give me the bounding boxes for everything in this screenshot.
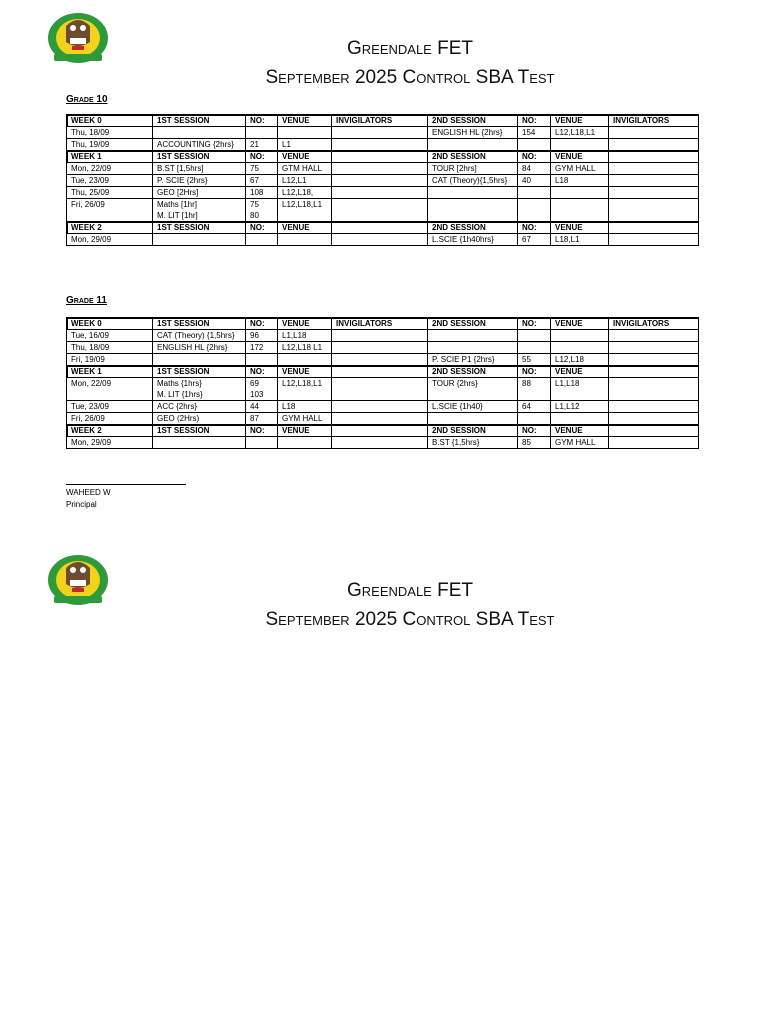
table-cell xyxy=(332,342,428,354)
table-cell: 172 xyxy=(246,342,278,354)
header-cell: VENUE xyxy=(278,222,332,234)
header-cell: INVIGILATORS xyxy=(332,318,428,330)
table-cell: P. SCIE P1 {2hrs} xyxy=(428,354,518,366)
table-header-row xyxy=(67,318,699,330)
table-cell: B.ST [1,5hrs] xyxy=(153,163,246,175)
header-cell: NO: xyxy=(518,222,551,234)
header-cell: 1ST SESSION xyxy=(153,151,246,163)
table-cell: L12,L1 xyxy=(278,175,332,187)
table-cell xyxy=(609,401,699,413)
table-cell: L18 xyxy=(551,175,609,187)
header-cell: NO: xyxy=(246,425,278,437)
table-cell: TOUR [2hrs] xyxy=(428,163,518,175)
table-cell-line: Maths {1hrs} xyxy=(157,379,202,388)
table-cell xyxy=(518,330,551,342)
table-cell: P. SCIE {2hrs} xyxy=(153,175,246,187)
table-cell: GEO (2Hrs) xyxy=(153,413,246,425)
signature-line xyxy=(66,484,186,485)
table-cell xyxy=(153,437,246,449)
table-cell xyxy=(609,342,699,354)
table-row xyxy=(67,234,699,246)
week-header-row xyxy=(67,151,699,163)
table-cell: 64 xyxy=(518,401,551,413)
table-row xyxy=(67,187,699,199)
table-cell xyxy=(609,234,699,246)
table-row xyxy=(67,127,699,139)
table-row xyxy=(67,401,699,413)
table-cell-line: M. LIT [1hr] xyxy=(157,211,198,220)
table-cell: L1 xyxy=(278,139,332,151)
table-cell xyxy=(609,378,699,401)
table-cell: L12,L18, xyxy=(278,187,332,199)
week-label: WEEK 2 xyxy=(67,222,153,234)
table-cell: Fri, 19/09 xyxy=(67,354,153,366)
table-cell xyxy=(551,139,609,151)
table-cell: L12,L18,L1 xyxy=(278,378,332,401)
table-cell xyxy=(428,187,518,199)
header-cell: NO: xyxy=(246,151,278,163)
table-cell: ACCOUNTING {2hrs} xyxy=(153,139,246,151)
table-cell xyxy=(332,139,428,151)
table-cell: Fri, 26/09 xyxy=(67,199,153,222)
table-cell: 87 xyxy=(246,413,278,425)
table-cell xyxy=(518,139,551,151)
header-cell xyxy=(332,222,428,234)
table-cell: L18 xyxy=(278,401,332,413)
table-cell xyxy=(278,437,332,449)
table-cell xyxy=(153,234,246,246)
table-cell: Mon, 22/09 xyxy=(67,163,153,175)
table-cell xyxy=(518,342,551,354)
table-cell: 88 xyxy=(518,378,551,401)
table-cell: GEO [2Hrs] xyxy=(153,187,246,199)
table-cell xyxy=(153,127,246,139)
table-cell xyxy=(609,354,699,366)
table-cell: 85 xyxy=(518,437,551,449)
table-cell xyxy=(332,437,428,449)
header-cell: NO: xyxy=(518,366,551,378)
header-cell: 1ST SESSION xyxy=(153,318,246,330)
week-label: WEEK 1 xyxy=(67,366,153,378)
week-header-row xyxy=(67,425,699,437)
table-cell-line: 80 xyxy=(250,211,259,220)
table-cell xyxy=(153,199,246,222)
table-cell: 96 xyxy=(246,330,278,342)
table-cell: 67 xyxy=(518,234,551,246)
table-cell: Fri, 26/09 xyxy=(67,413,153,425)
table-cell xyxy=(551,330,609,342)
grade11-table xyxy=(66,317,699,449)
table-cell xyxy=(332,175,428,187)
table-cell xyxy=(278,234,332,246)
table-cell xyxy=(609,163,699,175)
table-cell xyxy=(551,342,609,354)
header-cell: VENUE xyxy=(278,366,332,378)
header-cell: NO: xyxy=(246,318,278,330)
table-cell: 55 xyxy=(518,354,551,366)
table-cell xyxy=(153,378,246,401)
table-cell: 75 xyxy=(246,163,278,175)
table-cell: 67 xyxy=(246,175,278,187)
test-title: September 2025 Control SBA Test xyxy=(265,67,555,88)
principal-role: Principal xyxy=(66,500,97,509)
table-cell xyxy=(332,378,428,401)
table-cell: L12,L18 xyxy=(551,354,609,366)
header-cell: 1ST SESSION xyxy=(153,425,246,437)
table-cell: L.SCIE {1h40} xyxy=(428,401,518,413)
table-cell: L12,L18 L1 xyxy=(278,342,332,354)
table-cell: GYM HALL xyxy=(278,413,332,425)
table-cell xyxy=(609,437,699,449)
table-cell xyxy=(246,378,278,401)
table-cell: CAT (Theory){1,5hrs} xyxy=(428,175,518,187)
page1-title xyxy=(0,34,768,92)
header-cell: VENUE xyxy=(551,318,609,330)
header-cell: 2ND SESSION xyxy=(428,318,518,330)
table-cell: Thu, 18/09 xyxy=(67,342,153,354)
header-cell xyxy=(609,222,699,234)
table-row xyxy=(67,163,699,175)
table-cell: 21 xyxy=(246,139,278,151)
table-cell xyxy=(332,187,428,199)
table-header-row xyxy=(67,115,699,127)
header-cell: INVIGILATORS xyxy=(609,115,699,127)
table-cell xyxy=(609,139,699,151)
table-row xyxy=(67,139,699,151)
header-cell xyxy=(609,151,699,163)
school-name: Greendale FET xyxy=(346,38,474,59)
header-cell: 1ST SESSION xyxy=(153,222,246,234)
table-cell-line: M. LIT {1hrs} xyxy=(157,390,203,399)
header-cell: NO: xyxy=(246,115,278,127)
header-cell: NO: xyxy=(246,222,278,234)
table-cell-line: 69 xyxy=(250,379,259,388)
table-cell xyxy=(332,127,428,139)
table-cell: 84 xyxy=(518,163,551,175)
table-cell: Mon, 22/09 xyxy=(67,378,153,401)
header-cell: NO: xyxy=(518,151,551,163)
header-cell xyxy=(332,366,428,378)
header-cell: 1ST SESSION xyxy=(153,366,246,378)
table-cell: Tue, 23/09 xyxy=(67,401,153,413)
header-cell: VENUE xyxy=(278,151,332,163)
table-cell: 108 xyxy=(246,187,278,199)
table-cell: ENGLISH HL {2hrs} xyxy=(428,127,518,139)
header-cell xyxy=(332,425,428,437)
table-cell: GTM HALL xyxy=(278,163,332,175)
table-cell: ENGLISH HL {2hrs} xyxy=(153,342,246,354)
table-cell-line: 103 xyxy=(250,390,264,399)
table-cell xyxy=(246,127,278,139)
table-row xyxy=(67,378,699,401)
table-row xyxy=(67,175,699,187)
table-cell: Tue, 16/09 xyxy=(67,330,153,342)
header-cell: VENUE xyxy=(551,151,609,163)
table-cell xyxy=(332,199,428,222)
table-cell: L18,L1 xyxy=(551,234,609,246)
table-cell: Mon, 29/09 xyxy=(67,234,153,246)
table-cell-line: Maths [1hr] xyxy=(157,200,198,209)
header-cell: VENUE xyxy=(551,222,609,234)
table-cell xyxy=(332,330,428,342)
table-cell xyxy=(246,437,278,449)
grade10-label: Grade 10 xyxy=(66,94,108,105)
school-name-2: Greendale FET xyxy=(346,580,474,601)
table-cell: Thu, 18/09 xyxy=(67,127,153,139)
table-cell xyxy=(609,175,699,187)
table-cell xyxy=(246,354,278,366)
week-header-row xyxy=(67,366,699,378)
table-row xyxy=(67,342,699,354)
header-cell xyxy=(332,151,428,163)
table-cell xyxy=(518,187,551,199)
header-cell: 1ST SESSION xyxy=(153,115,246,127)
table-cell xyxy=(246,234,278,246)
table-cell xyxy=(278,354,332,366)
grade10-table xyxy=(66,114,699,246)
table-cell: L12,L18,L1 xyxy=(551,127,609,139)
table-cell: B.ST {1,5hrs} xyxy=(428,437,518,449)
week-header-row xyxy=(67,222,699,234)
table-cell xyxy=(609,413,699,425)
header-cell: 2ND SESSION xyxy=(428,222,518,234)
header-cell: VENUE xyxy=(278,115,332,127)
header-cell xyxy=(609,425,699,437)
table-cell: Mon, 29/09 xyxy=(67,437,153,449)
header-cell: VENUE xyxy=(551,366,609,378)
header-cell: NO: xyxy=(518,115,551,127)
table-cell xyxy=(428,139,518,151)
table-cell xyxy=(332,413,428,425)
header-cell: 2ND SESSION xyxy=(428,151,518,163)
table-cell: L.SCIE {1h40hrs} xyxy=(428,234,518,246)
table-cell: Thu, 25/09 xyxy=(67,187,153,199)
table-cell xyxy=(551,413,609,425)
table-cell: CAT (Theory) {1,5hrs} xyxy=(153,330,246,342)
table-cell: Thu, 19/09 xyxy=(67,139,153,151)
table-cell: L1,L18 xyxy=(278,330,332,342)
table-cell: TOUR {2hrs} xyxy=(428,378,518,401)
header-cell: WEEK 0 xyxy=(67,115,153,127)
header-cell: 2ND SESSION xyxy=(428,115,518,127)
header-cell: INVIGILATORS xyxy=(332,115,428,127)
table-cell: ACC {2hrs} xyxy=(153,401,246,413)
table-cell: L1,L18 xyxy=(551,378,609,401)
grade11-label: Grade 11 xyxy=(66,295,107,306)
table-cell: 44 xyxy=(246,401,278,413)
table-cell: L12,L18,L1 xyxy=(278,199,332,222)
table-cell-line: 75 xyxy=(250,200,259,209)
table-row xyxy=(67,330,699,342)
table-cell xyxy=(332,354,428,366)
table-cell xyxy=(518,199,551,222)
table-cell: 154 xyxy=(518,127,551,139)
table-cell xyxy=(428,413,518,425)
table-row xyxy=(67,437,699,449)
table-cell: 40 xyxy=(518,175,551,187)
table-cell xyxy=(246,199,278,222)
table-cell xyxy=(609,187,699,199)
header-cell: NO: xyxy=(518,425,551,437)
header-cell: 2ND SESSION xyxy=(428,366,518,378)
table-cell xyxy=(518,413,551,425)
table-row xyxy=(67,413,699,425)
table-cell xyxy=(609,330,699,342)
header-cell: VENUE xyxy=(278,318,332,330)
table-cell xyxy=(428,199,518,222)
page2-title xyxy=(0,576,768,634)
table-cell xyxy=(332,163,428,175)
test-title-2: September 2025 Control SBA Test xyxy=(265,609,555,630)
table-cell xyxy=(332,234,428,246)
table-cell: Tue, 23/09 xyxy=(67,175,153,187)
table-cell xyxy=(153,354,246,366)
table-cell xyxy=(609,199,699,222)
table-cell: GYM HALL xyxy=(551,163,609,175)
table-cell xyxy=(609,127,699,139)
table-row xyxy=(67,354,699,366)
table-cell xyxy=(551,199,609,222)
table-cell xyxy=(551,187,609,199)
header-cell: NO: xyxy=(246,366,278,378)
header-cell: WEEK 0 xyxy=(67,318,153,330)
table-cell xyxy=(278,127,332,139)
header-cell: VENUE xyxy=(551,115,609,127)
table-row xyxy=(67,199,699,222)
table-cell xyxy=(428,342,518,354)
week-label: WEEK 1 xyxy=(67,151,153,163)
principal-name: WAHEED W xyxy=(66,488,111,497)
header-cell: VENUE xyxy=(278,425,332,437)
week-label: WEEK 2 xyxy=(67,425,153,437)
header-cell: INVIGILATORS xyxy=(609,318,699,330)
table-cell: L1,L12 xyxy=(551,401,609,413)
header-cell: VENUE xyxy=(551,425,609,437)
table-cell xyxy=(332,401,428,413)
header-cell: NO: xyxy=(518,318,551,330)
header-cell: 2ND SESSION xyxy=(428,425,518,437)
table-cell xyxy=(428,330,518,342)
table-cell: GYM HALL xyxy=(551,437,609,449)
header-cell xyxy=(609,366,699,378)
